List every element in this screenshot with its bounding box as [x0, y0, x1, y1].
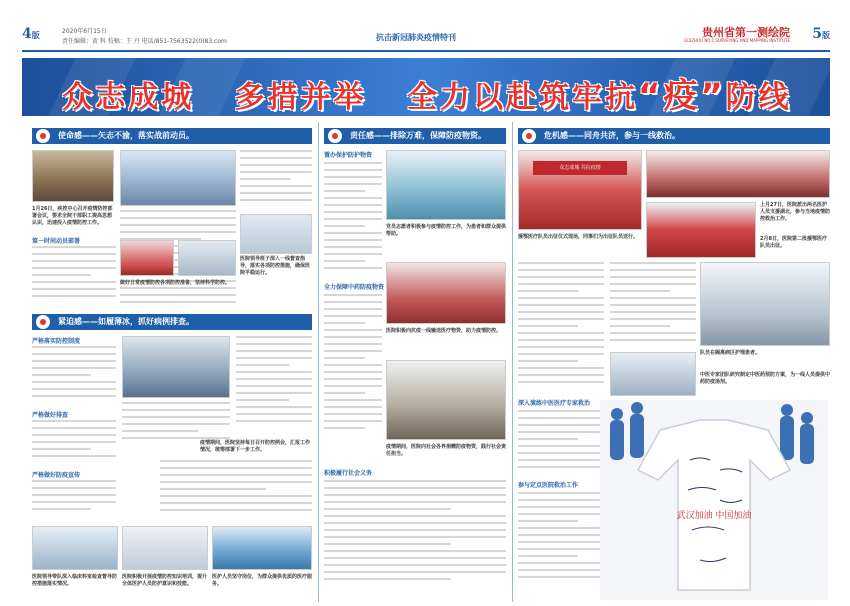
photo-training: [122, 526, 208, 570]
paper-name: 贵州省第一测绘院: [702, 26, 790, 39]
article-text: [518, 492, 604, 592]
masthead: [22, 22, 830, 52]
subhead-social-duty: 积极履行社会义务: [324, 470, 373, 477]
paper-subtitle: GUIZHOU NO.1 SURVEYING AND MAPPING INSTITUTE: [684, 38, 790, 43]
caption-team-departure: 上月27日，医院派出两名医护人员支援湖北，参与当地疫情防控救治工作。: [760, 202, 831, 222]
article-text: [518, 410, 604, 476]
photo-send-off: [518, 150, 642, 230]
photo-volunteers: [386, 150, 506, 220]
article-text: [240, 150, 312, 210]
photo-meeting: [32, 150, 114, 202]
caption-medical-staff: 医护人员坚守岗位，为群众提供优质的医疗服务。: [212, 574, 313, 587]
photo-protective-suit: [600, 400, 828, 600]
main-headline: 众志成城 多措并举 全力以赴筑牢抗“疫”防线: [62, 76, 792, 116]
article-text: [236, 336, 312, 432]
section-badge-icon: [328, 129, 342, 143]
photo-donation: [386, 360, 506, 440]
caption-training: 医院积极开展疫情防控知识培训，提升全体医护人员防护意识和技能。: [122, 574, 208, 587]
photo-medical-staff: [212, 526, 312, 570]
article-text: [610, 262, 696, 348]
editor-line: 责任编辑：黄 科 校稿：王 丹 电话/851-7563522(0)83.com: [62, 38, 227, 45]
section-header-urgency: 紧迫感——如履薄冰，抓好病例排查。: [32, 314, 312, 330]
protective-suit-graphic: [600, 400, 828, 600]
caption-send-off: 援鄂医疗队员出征仪式现场，同事们为出征队员送行。: [518, 234, 639, 240]
special-issue-topic: 抗击新冠肺炎疫情特刊: [376, 33, 456, 42]
photo-second-team: [646, 202, 756, 258]
subhead-publicity: 严格做好防疫宣传: [32, 472, 81, 479]
photo-daily-meeting: [122, 336, 230, 398]
photo-red-banner: [120, 240, 174, 276]
banner-in-photo: 众志成城 共抗疫情: [533, 161, 627, 175]
issue-date: 2020年6月15日: [62, 28, 107, 35]
subhead-tcm-supplies: 全力保障中药防疫物资: [324, 284, 385, 291]
article-text: [32, 480, 116, 520]
photo-ward: [240, 214, 312, 254]
caption-prevention-prep: 做好日常疫情防控各项防控准备，坚持科学防控。: [120, 280, 231, 286]
photo-inspection: [178, 240, 236, 276]
caption-second-team: 2月8日，医院第二批援鄂医疗队员出征。: [760, 236, 827, 249]
caption-donation: 疫情期间，医院向社会各界捐赠防疫物资，践行社会责任担当。: [386, 444, 507, 457]
page-number-left: 4版: [22, 26, 40, 42]
section-header-crisis: 危机感——同舟共济，参与一线救治。: [518, 128, 830, 144]
suit-slogan: 武汉加油 中国加油: [676, 511, 752, 521]
column-divider: [318, 122, 319, 602]
section-badge-icon: [36, 129, 50, 143]
photo-isolation-ward: [700, 262, 830, 346]
column-divider: [512, 122, 513, 602]
caption-meeting: 1月26日，疾控中心召开疫情防控部署会议，要求全院干部职工提高思想认识，迅速投入疫情防控工作。: [32, 206, 113, 226]
subhead-tcm-experts: 深入演练中医医疗专家救治: [518, 400, 591, 407]
subhead-screening: 严格做好排查: [32, 412, 69, 419]
photo-staff-training: [120, 150, 236, 206]
article-text: [324, 294, 382, 444]
article-text: [32, 346, 116, 406]
photo-tcm: [610, 352, 696, 396]
subhead-protective-supplies: 置办保护防护物资: [324, 152, 373, 159]
section-header-mission: 使命感——矢志不渝，落实战前动员。: [32, 128, 312, 144]
article-text: [324, 480, 506, 592]
section-badge-icon: [36, 315, 50, 329]
caption-supplies: 医院积极向抗疫一线输送医疗物资，助力疫情防控。: [386, 328, 502, 334]
photo-team-departure: [646, 150, 830, 198]
section-header-responsibility: 责任感——排除万难，保障防疫物资。: [324, 128, 506, 144]
article-text: [32, 420, 116, 466]
caption-ward: 医院领导班子深入一线督查指导，落实各项防控措施，确保医院平稳运行。: [240, 256, 311, 276]
page-number-right: 5版: [812, 26, 830, 42]
article-text: [518, 262, 604, 394]
caption-inspection: 医院领导带队深入临床科室检查督导防控措施落实情况。: [32, 574, 118, 587]
article-text: [324, 162, 382, 278]
caption-volunteers: 党员志愿者积极参与疫情防控工作，为患者和群众提供帮助。: [386, 224, 507, 237]
subhead-designated-hospital: 参与定点医院救治工作: [518, 482, 579, 489]
headline-banner: [22, 58, 830, 116]
photo-supplies: [386, 262, 506, 324]
photo-inspection-2: [32, 526, 118, 570]
caption-daily-meeting: 疫情期间，医院坚持每日召开防控例会，汇报工作情况，统筹部署下一步工作。: [200, 440, 311, 453]
subhead-mobilize: 第一时间动员部署: [32, 238, 81, 245]
caption-tcm: 中医专家团队研究制定中医药预防方案，为一线人员提供中药防疫汤剂。: [700, 372, 831, 385]
subhead-control-system: 严格落实防控制度: [32, 338, 81, 345]
section-badge-icon: [522, 129, 536, 143]
article-text: [160, 460, 312, 522]
article-text: [32, 246, 116, 302]
caption-isolation-ward: 队员在隔离病区护理患者。: [700, 350, 761, 356]
